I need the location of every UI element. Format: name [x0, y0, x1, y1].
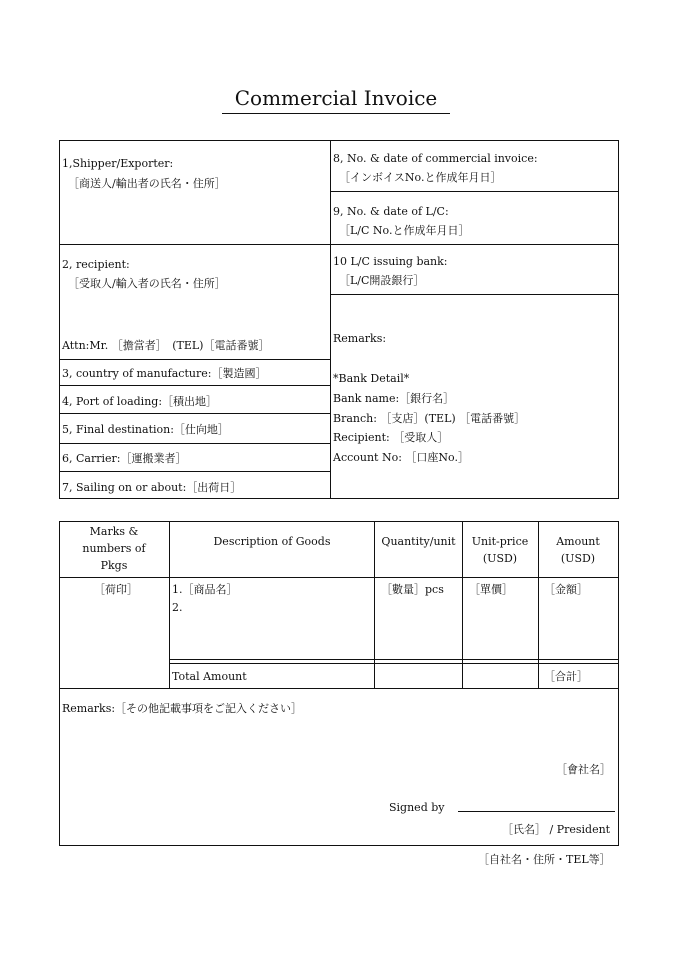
goods-bottom — [60, 688, 618, 689]
total-divider — [169, 663, 618, 664]
unit-price-value: ［單價］ — [469, 583, 513, 596]
signature-line — [458, 811, 615, 812]
header-quantity: Quantity/unit — [381, 535, 456, 548]
sailing-date: 7, Sailing on or about:［出荷日］ — [62, 481, 242, 494]
signed-by-label: Signed by — [389, 801, 445, 814]
company-name: ［會社名］ — [556, 763, 611, 776]
invoice-no-label: 8, No. & date of commercial invoice: — [333, 152, 538, 165]
carrier: 6, Carrier:［運搬業者］ — [62, 452, 187, 465]
port-of-loading: 4, Port of loading:［積出地］ — [62, 395, 218, 408]
row-divider — [330, 191, 618, 192]
row-divider — [60, 471, 330, 472]
lc-label: 9, No. & date of L/C: — [333, 205, 449, 218]
row-divider — [60, 385, 330, 386]
quantity-value: ［數量］pcs — [381, 583, 444, 596]
issuing-bank-note: ［L/C開設銀行］ — [339, 274, 425, 287]
row-divider — [60, 244, 330, 245]
sender-info: ［自社名・住所・TEL等］ — [478, 853, 611, 866]
shipper-label: 1,Shipper/Exporter: — [62, 157, 174, 170]
recipient-label: 2, recipient: — [62, 258, 130, 271]
branch: Branch: ［支店］(TEL) ［電話番號］ — [333, 412, 526, 425]
upper-table — [59, 140, 619, 499]
header-amount: Amount (USD) — [556, 535, 600, 565]
invoice-no-note: ［インボイスNo.と作成年月日］ — [339, 171, 502, 184]
header-marks: Marks & numbers of Pkgs — [82, 525, 146, 572]
signer-title: ［氏名］ / President — [502, 823, 611, 836]
header-description: Description of Goods — [213, 535, 331, 548]
footer-remarks: Remarks:［その他記載事項をご記入ください］ — [62, 702, 303, 715]
shipper-note: ［商送人/輸出者の氏名・住所］ — [68, 177, 226, 190]
total-label: Total Amount — [172, 670, 247, 683]
lc-note: ［L/C No.と作成年月日］ — [339, 224, 470, 237]
issuing-bank-label: 10 L/C issuing bank: — [333, 255, 448, 268]
row-divider — [60, 359, 330, 360]
bank-name: Bank name:［銀行名］ — [333, 392, 455, 405]
recipient-note: ［受取人/輸入者の氏名・住所］ — [68, 277, 226, 290]
item-1: 1.［商品名］ — [172, 583, 238, 596]
recipient-detail: Recipient: ［受取人］ — [333, 431, 449, 444]
header-divider — [60, 577, 618, 578]
final-destination: 5, Final destination:［仕向地］ — [62, 423, 229, 436]
bank-detail: *Bank Detail* — [333, 372, 410, 385]
row-divider — [60, 443, 330, 444]
row-divider — [330, 244, 618, 245]
country-of-manufacture: 3, country of manufacture:［製造國］ — [62, 367, 267, 380]
amount-value: ［金額］ — [544, 583, 588, 596]
goods-table — [59, 521, 619, 846]
account-no: Account No: ［口座No.］ — [333, 451, 469, 464]
remarks-label: Remarks: — [333, 332, 387, 345]
page-title: Commercial Invoice — [222, 86, 450, 114]
total-value: ［合計］ — [544, 670, 588, 683]
row-divider — [330, 294, 618, 295]
total-divider — [169, 659, 618, 660]
attn-line: Attn:Mr. ［擔當者］ (TEL)［電話番號］ — [62, 339, 270, 352]
header-unit-price: Unit-price (USD) — [471, 535, 529, 565]
item-2: 2. — [172, 601, 183, 614]
marks-value: ［荷印］ — [94, 583, 138, 596]
upper-divider — [330, 141, 331, 498]
row-divider — [60, 413, 330, 414]
